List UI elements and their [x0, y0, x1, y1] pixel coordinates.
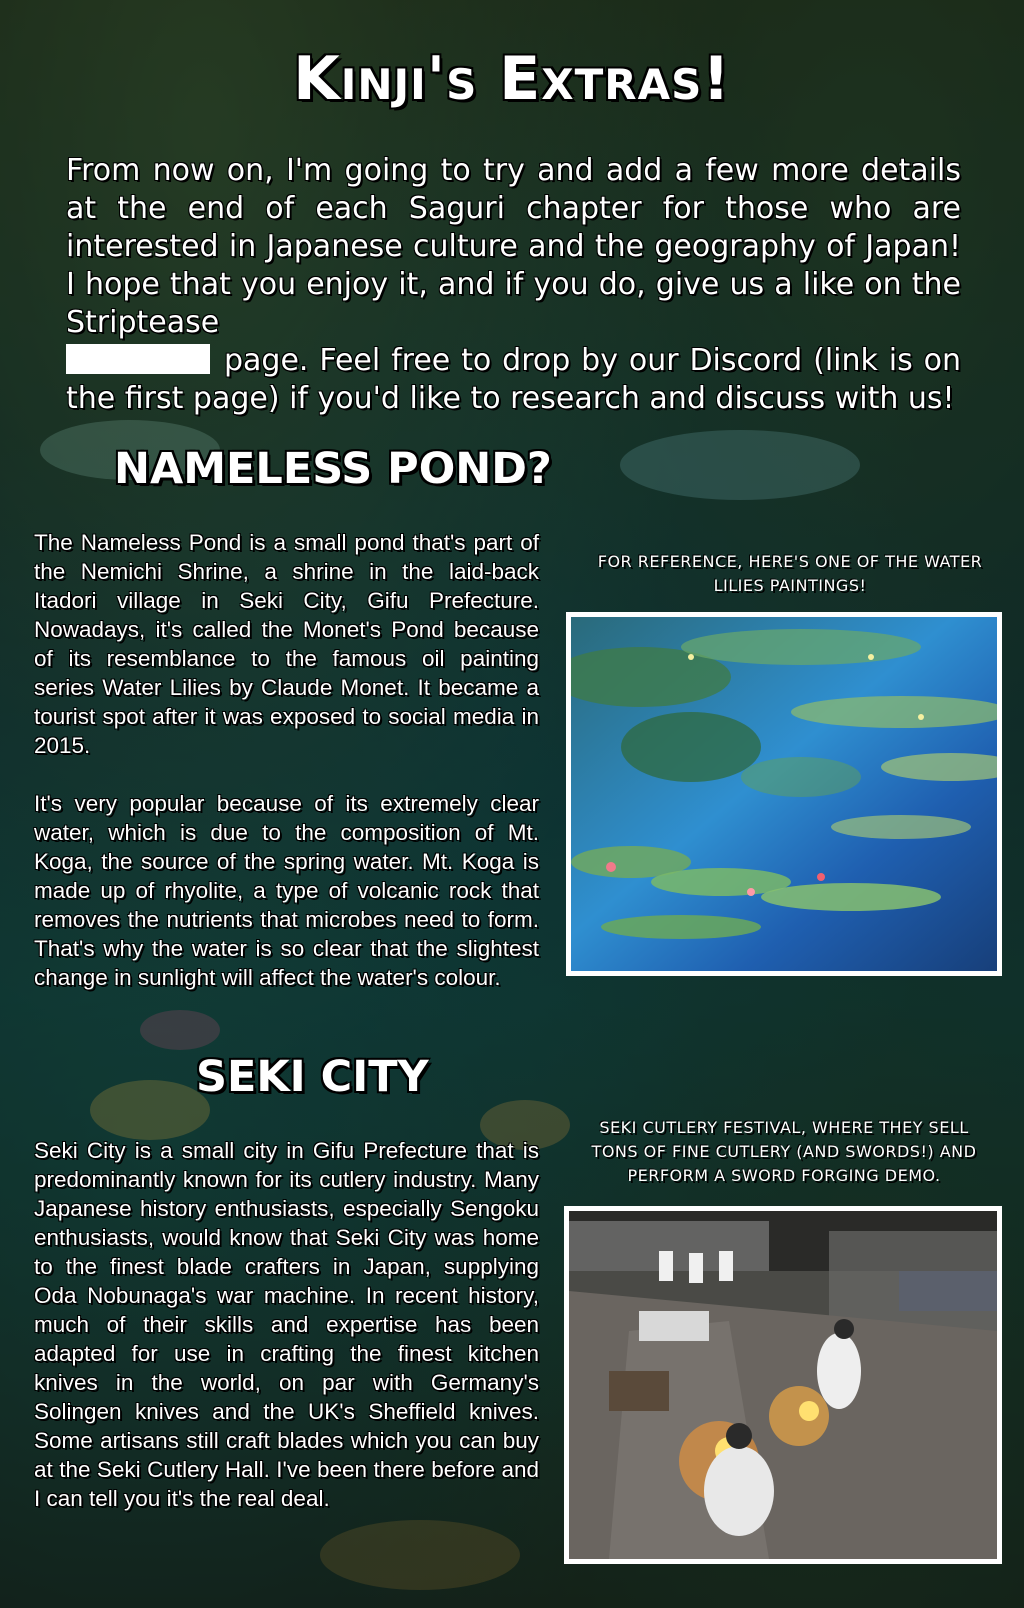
paragraph: Seki City is a small city in Gifu Prefecture that is predominantly known for its cutlery industry. Many Japanese history enthusiasts, especially Sengoku enthusiasts, would know that Seki City was home to the finest blade crafters in Japan, supplying Oda Nobunaga's war machine. In recent history, much of their skills and expertise has been adapted for use in crafting the finest kitchen knives in the world, on par with Germany's Solingen knives and the UK's Sheffield knives. Some artisans still craft blades which you can buy at the Seki Cutlery Hall. I've been there before and I can tell you it's the real deal. — [34, 1138, 539, 1511]
redacted-block — [66, 344, 210, 374]
section-body-nameless-pond — [34, 528, 539, 1021]
bg-speckle — [90, 1080, 210, 1140]
section-heading-seki-city: SEKI CITY — [196, 1052, 429, 1102]
paragraph: It's very popular because of its extremely clear water, which is due to the composition of Mt. Koga, the source of the spring water. Mt. Koga is made up of rhyolite, a type of volcanic rock that removes the nutrients that microbes need to form. That's why the water is so clear that the slightest change in sunlight will affect the water's colour. — [34, 791, 539, 990]
caption-water-lilies: FOR REFERENCE, HERE'S ONE OF THE WATER LILIES PAINTINGS! — [597, 552, 983, 595]
intro-text-after: page. Feel free to drop by our Discord (link is on the first page) if you'd like to research and discuss with us! — [66, 343, 961, 416]
water-lilies-painting-image — [566, 612, 1002, 976]
section-body-seki-city — [34, 1136, 539, 1542]
bg-speckle — [620, 430, 860, 500]
paragraph: The Nameless Pond is a small pond that's part of the Nemichi Shrine, a shrine in the laid-back Itadori village in Seki City, Gifu Prefecture. Nowadays, it's called the Monet's Pond because of its resemblance to the famous oil painting series Water Lilies by Claude Monet. It became a tourist spot after it was exposed to social media in 2015. — [34, 530, 539, 758]
caption-cutlery-festival: SEKI CUTLERY FESTIVAL, WHERE THEY SELL TONS OF FINE CUTLERY (AND SWORDS!) AND PERFORM A SWORD FORGING DEMO. — [591, 1118, 977, 1185]
section-heading-nameless-pond: NAMELESS POND? — [114, 444, 552, 494]
cutlery-festival-photo — [564, 1206, 1002, 1564]
page-title: Kinji's Extras! — [293, 44, 731, 114]
intro-text-before: From now on, I'm going to try and add a few more details at the end of each Saguri chapter for those who are interested in Japanese culture and the geography of Japan! I hope that you enjoy it, and if you do, give us a like on the Striptease — [66, 153, 961, 340]
intro-paragraph — [66, 152, 961, 418]
